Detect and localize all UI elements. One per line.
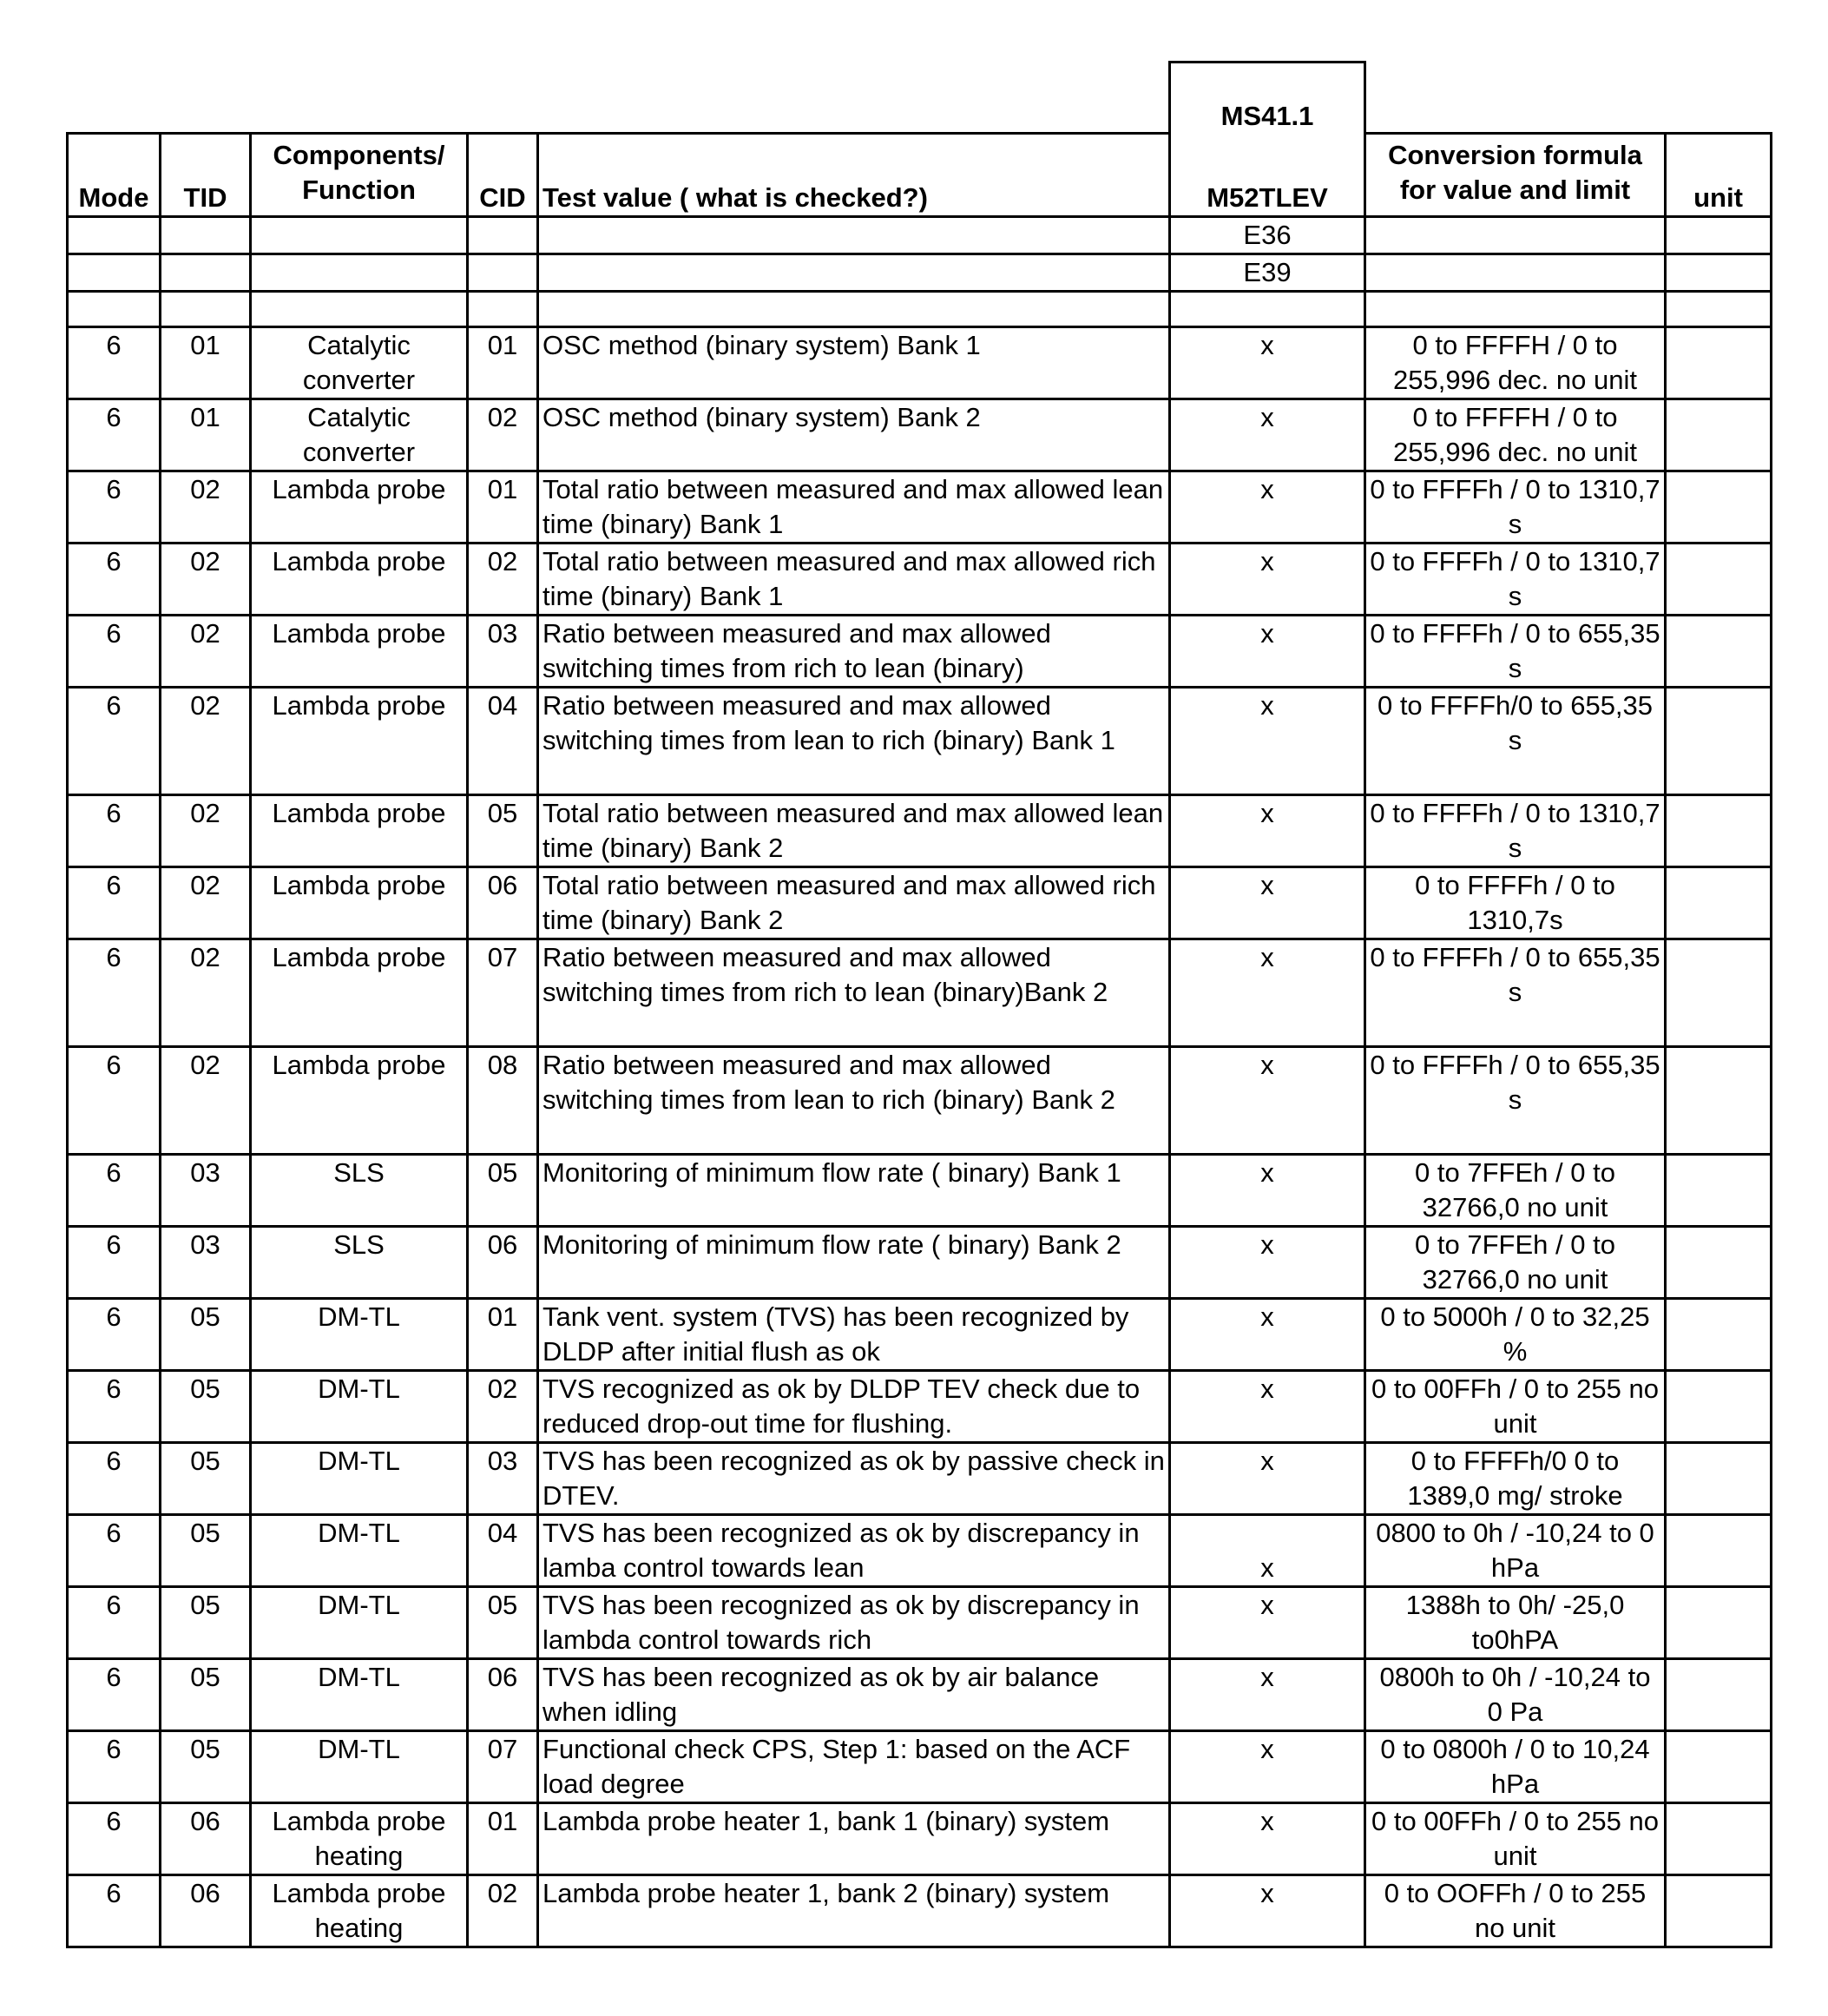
table-row	[68, 688, 1772, 795]
mode-cell: 6	[68, 471, 161, 544]
cid-cell: 06	[468, 867, 538, 939]
cid-cell: 03	[468, 616, 538, 688]
cid-cell: 02	[468, 544, 538, 616]
unit-cell	[1666, 471, 1772, 544]
component-cell: Catalytic converter	[251, 327, 468, 399]
tid-cell: 03	[161, 1155, 251, 1227]
conversion-formula-cell: 0 to FFFFh / 0 to 655,35 s	[1365, 1047, 1666, 1155]
mode-cell: 6	[68, 327, 161, 399]
test-value-cell: Tank vent. system (TVS) has been recognized by DLDP after initial flush as ok	[538, 1299, 1170, 1371]
applicability-mark: x	[1170, 1299, 1365, 1371]
conversion-formula-cell: 0 to FFFFh / 0 to 1310,7 s	[1365, 544, 1666, 616]
mode-cell: 6	[68, 1443, 161, 1515]
unit-cell	[1666, 544, 1772, 616]
col-header-unit: unit	[1666, 134, 1772, 217]
table-row	[68, 616, 1772, 688]
applicability-mark: x	[1170, 399, 1365, 471]
unit-cell	[1666, 1299, 1772, 1371]
component-cell: DM-TL	[251, 1587, 468, 1659]
component-cell: Lambda probe	[251, 795, 468, 867]
applicability-mark: x	[1170, 471, 1365, 544]
cid-cell: 04	[468, 688, 538, 795]
unit-cell	[1666, 1803, 1772, 1875]
test-value-cell: Total ratio between measured and max allowed rich time (binary) Bank 2	[538, 867, 1170, 939]
cid-cell: 02	[468, 1875, 538, 1947]
test-value-cell: Monitoring of minimum flow rate ( binary) Bank 2	[538, 1227, 1170, 1299]
unit-cell	[1666, 1659, 1772, 1731]
table-row	[68, 1443, 1772, 1515]
table-row	[68, 1515, 1772, 1587]
mode-cell: 6	[68, 1587, 161, 1659]
tid-cell: 05	[161, 1371, 251, 1443]
table-row	[68, 1227, 1772, 1299]
col-header-cid: CID	[468, 134, 538, 217]
unit-cell	[1666, 327, 1772, 399]
conversion-formula-cell: 0 to 5000h / 0 to 32,25 %	[1365, 1299, 1666, 1371]
conversion-formula-cell: 0 to 7FFEh / 0 to 32766,0 no unit	[1365, 1227, 1666, 1299]
conversion-formula-cell: 0 to FFFFh / 0 to 1310,7s	[1365, 867, 1666, 939]
applicability-mark: x	[1170, 795, 1365, 867]
cid-cell: 01	[468, 471, 538, 544]
conversion-formula-cell: 0800h to 0h / -10,24 to 0 Pa	[1365, 1659, 1666, 1731]
tid-cell: 06	[161, 1803, 251, 1875]
component-cell: DM-TL	[251, 1659, 468, 1731]
table-row	[68, 1299, 1772, 1371]
mode-cell: 6	[68, 1875, 161, 1947]
cid-cell: 05	[468, 1587, 538, 1659]
test-value-cell: Total ratio between measured and max allowed lean time (binary) Bank 2	[538, 795, 1170, 867]
component-cell: DM-TL	[251, 1299, 468, 1371]
test-value-cell: OSC method (binary system) Bank 2	[538, 399, 1170, 471]
col-header-test-value: Test value ( what is checked?)	[538, 134, 1170, 217]
unit-cell	[1666, 1371, 1772, 1443]
tid-cell: 01	[161, 399, 251, 471]
unit-cell	[1666, 1227, 1772, 1299]
applicability-mark: x	[1170, 867, 1365, 939]
conversion-formula-cell: 0 to FFFFh/0 to 655,35 s	[1365, 688, 1666, 795]
test-value-cell: Ratio between measured and max allowed switching times from rich to lean (binary)	[538, 616, 1170, 688]
table-row	[68, 939, 1772, 1047]
tid-cell: 01	[161, 327, 251, 399]
tid-cell: 06	[161, 1875, 251, 1947]
tid-cell: 02	[161, 616, 251, 688]
applicability-mark: x	[1170, 1155, 1365, 1227]
unit-cell	[1666, 616, 1772, 688]
tid-cell: 02	[161, 795, 251, 867]
col-header-conversion: Conversion formula for value and limit	[1365, 134, 1666, 217]
conversion-formula-cell: 0 to FFFFh / 0 to 655,35 s	[1365, 939, 1666, 1047]
tid-cell: 05	[161, 1299, 251, 1371]
model-row	[68, 217, 1772, 254]
applicability-mark: x	[1170, 1587, 1365, 1659]
component-cell: DM-TL	[251, 1371, 468, 1443]
mode-cell: 6	[68, 1659, 161, 1731]
test-value-cell: OSC method (binary system) Bank 1	[538, 327, 1170, 399]
ecu-group-header-row	[68, 63, 1772, 134]
test-value-cell: TVS has been recognized as ok by passive check in DTEV.	[538, 1443, 1170, 1515]
header-spacer	[68, 63, 1170, 134]
applicability-mark: x	[1170, 1443, 1365, 1515]
mode-cell: 6	[68, 939, 161, 1047]
applicability-mark: x	[1170, 939, 1365, 1047]
table-row	[68, 399, 1772, 471]
table-row	[68, 1587, 1772, 1659]
component-cell: SLS	[251, 1155, 468, 1227]
header-spacer-right	[1365, 63, 1772, 134]
unit-cell	[1666, 688, 1772, 795]
component-cell: Lambda probe	[251, 1047, 468, 1155]
applicability-mark: x	[1170, 1047, 1365, 1155]
component-cell: Lambda probe	[251, 616, 468, 688]
component-cell: Lambda probe	[251, 471, 468, 544]
test-value-cell: TVS has been recognized as ok by air balance when idling	[538, 1659, 1170, 1731]
mode-cell: 6	[68, 1047, 161, 1155]
unit-cell	[1666, 399, 1772, 471]
mode-cell: 6	[68, 1731, 161, 1803]
col-header-components: Components/ Function	[251, 134, 468, 217]
applicability-mark: x	[1170, 1371, 1365, 1443]
cid-cell: 07	[468, 939, 538, 1047]
tid-cell: 05	[161, 1659, 251, 1731]
cid-cell: 06	[468, 1659, 538, 1731]
component-cell: Catalytic converter	[251, 399, 468, 471]
conversion-formula-cell: 0 to FFFFH / 0 to 255,996 dec. no unit	[1365, 327, 1666, 399]
applicability-mark: x	[1170, 1875, 1365, 1947]
test-value-cell: Monitoring of minimum flow rate ( binary) Bank 1	[538, 1155, 1170, 1227]
table-row	[68, 1803, 1772, 1875]
tid-cell: 02	[161, 939, 251, 1047]
table-row	[68, 1047, 1772, 1155]
conversion-formula-cell: 0 to 7FFEh / 0 to 32766,0 no unit	[1365, 1155, 1666, 1227]
conversion-formula-cell: 0800 to 0h / -10,24 to 0 hPa	[1365, 1515, 1666, 1587]
component-cell: Lambda probe	[251, 867, 468, 939]
table-row	[68, 795, 1772, 867]
tid-cell: 05	[161, 1443, 251, 1515]
conversion-formula-cell: 0 to 00FFh / 0 to 255 no unit	[1365, 1371, 1666, 1443]
cid-cell: 04	[468, 1515, 538, 1587]
unit-cell	[1666, 1515, 1772, 1587]
table-row	[68, 867, 1772, 939]
conversion-formula-cell: 0 to 0800h / 0 to 10,24 hPa	[1365, 1731, 1666, 1803]
component-cell: SLS	[251, 1227, 468, 1299]
test-value-cell: Ratio between measured and max allowed switching times from rich to lean (binary)Bank 2	[538, 939, 1170, 1047]
component-cell: Lambda probe	[251, 939, 468, 1047]
component-cell: Lambda probe heating	[251, 1803, 468, 1875]
mode-cell: 6	[68, 1803, 161, 1875]
obd-mode6-sheet	[66, 61, 1772, 1948]
tid-cell: 02	[161, 544, 251, 616]
conversion-formula-cell: 0 to FFFFh / 0 to 1310,7 s	[1365, 471, 1666, 544]
cid-cell: 08	[468, 1047, 538, 1155]
unit-cell	[1666, 939, 1772, 1047]
conversion-formula-cell: 0 to 00FFh / 0 to 255 no unit	[1365, 1803, 1666, 1875]
unit-cell	[1666, 795, 1772, 867]
mode-cell: 6	[68, 544, 161, 616]
test-value-cell: TVS recognized as ok by DLDP TEV check due to reduced drop-out time for flushing.	[538, 1371, 1170, 1443]
unit-cell	[1666, 1731, 1772, 1803]
tid-cell: 02	[161, 471, 251, 544]
tid-cell: 02	[161, 1047, 251, 1155]
applicability-mark: x	[1170, 1515, 1365, 1587]
test-value-cell: Lambda probe heater 1, bank 1 (binary) system	[538, 1803, 1170, 1875]
component-cell: Lambda probe	[251, 544, 468, 616]
cid-cell: 01	[468, 1803, 538, 1875]
model-cell: E39	[1170, 254, 1365, 292]
column-header-row	[68, 134, 1772, 217]
tid-cell: 02	[161, 688, 251, 795]
mode-cell: 6	[68, 1227, 161, 1299]
conversion-formula-cell: 0 to FFFFh / 0 to 1310,7 s	[1365, 795, 1666, 867]
unit-cell	[1666, 1047, 1772, 1155]
table-row	[68, 1371, 1772, 1443]
tid-cell: 03	[161, 1227, 251, 1299]
unit-cell	[1666, 1875, 1772, 1947]
tid-cell: 02	[161, 867, 251, 939]
test-value-cell: Lambda probe heater 1, bank 2 (binary) system	[538, 1875, 1170, 1947]
tid-cell: 05	[161, 1731, 251, 1803]
unit-cell	[1666, 1443, 1772, 1515]
test-value-cell: TVS has been recognized as ok by discrepancy in lamba control towards lean	[538, 1515, 1170, 1587]
unit-cell	[1666, 1587, 1772, 1659]
table-row	[68, 544, 1772, 616]
applicability-mark: x	[1170, 616, 1365, 688]
component-cell: Lambda probe	[251, 688, 468, 795]
blank-row	[68, 292, 1772, 327]
mode-cell: 6	[68, 399, 161, 471]
col-header-tid: TID	[161, 134, 251, 217]
model-cell: E36	[1170, 217, 1365, 254]
mode-cell: 6	[68, 616, 161, 688]
applicability-mark: x	[1170, 327, 1365, 399]
model-row	[68, 254, 1772, 292]
col-header-mode: Mode	[68, 134, 161, 217]
table-row	[68, 471, 1772, 544]
applicability-mark: x	[1170, 688, 1365, 795]
conversion-formula-cell: 0 to FFFFh/0 0 to 1389,0 mg/ stroke	[1365, 1443, 1666, 1515]
cid-cell: 01	[468, 327, 538, 399]
cid-cell: 02	[468, 399, 538, 471]
component-cell: Lambda probe heating	[251, 1875, 468, 1947]
table-row	[68, 1875, 1772, 1947]
mode-cell: 6	[68, 867, 161, 939]
mode-cell: 6	[68, 795, 161, 867]
mode-cell: 6	[68, 1299, 161, 1371]
mode-cell: 6	[68, 1155, 161, 1227]
table-row	[68, 327, 1772, 399]
cid-cell: 06	[468, 1227, 538, 1299]
cid-cell: 05	[468, 795, 538, 867]
conversion-formula-cell: 0 to FFFFH / 0 to 255,996 dec. no unit	[1365, 399, 1666, 471]
tid-cell: 05	[161, 1587, 251, 1659]
mode-cell: 6	[68, 688, 161, 795]
test-value-cell: Ratio between measured and max allowed switching times from lean to rich (binary) Bank 1	[538, 688, 1170, 795]
ecu-group-label: MS41.1	[1170, 63, 1365, 134]
component-cell: DM-TL	[251, 1515, 468, 1587]
applicability-mark: x	[1170, 1803, 1365, 1875]
applicability-mark: x	[1170, 1227, 1365, 1299]
applicability-mark: x	[1170, 1659, 1365, 1731]
conversion-formula-cell: 0 to OOFFh / 0 to 255 no unit	[1365, 1875, 1666, 1947]
component-cell: DM-TL	[251, 1443, 468, 1515]
tid-cell: 05	[161, 1515, 251, 1587]
test-value-cell: TVS has been recognized as ok by discrepancy in lambda control towards rich	[538, 1587, 1170, 1659]
table-row	[68, 1731, 1772, 1803]
table-row	[68, 1659, 1772, 1731]
test-value-cell: Total ratio between measured and max allowed rich time (binary) Bank 1	[538, 544, 1170, 616]
cid-cell: 05	[468, 1155, 538, 1227]
test-value-cell: Total ratio between measured and max allowed lean time (binary) Bank 1	[538, 471, 1170, 544]
cid-cell: 03	[468, 1443, 538, 1515]
cid-cell: 07	[468, 1731, 538, 1803]
unit-cell	[1666, 1155, 1772, 1227]
component-cell: DM-TL	[251, 1731, 468, 1803]
conversion-formula-cell: 1388h to 0h/ -25,0 to0hPA	[1365, 1587, 1666, 1659]
applicability-mark: x	[1170, 544, 1365, 616]
test-value-cell: Ratio between measured and max allowed switching times from lean to rich (binary) Bank 2	[538, 1047, 1170, 1155]
applicability-mark: x	[1170, 1731, 1365, 1803]
obd-test-table	[66, 61, 1772, 1948]
cid-cell: 01	[468, 1299, 538, 1371]
cid-cell: 02	[468, 1371, 538, 1443]
conversion-formula-cell: 0 to FFFFh / 0 to 655,35 s	[1365, 616, 1666, 688]
col-header-engine: M52TLEV	[1170, 134, 1365, 217]
mode-cell: 6	[68, 1515, 161, 1587]
mode-cell: 6	[68, 1371, 161, 1443]
table-row	[68, 1155, 1772, 1227]
unit-cell	[1666, 867, 1772, 939]
test-value-cell: Functional check CPS, Step 1: based on the ACF load degree	[538, 1731, 1170, 1803]
